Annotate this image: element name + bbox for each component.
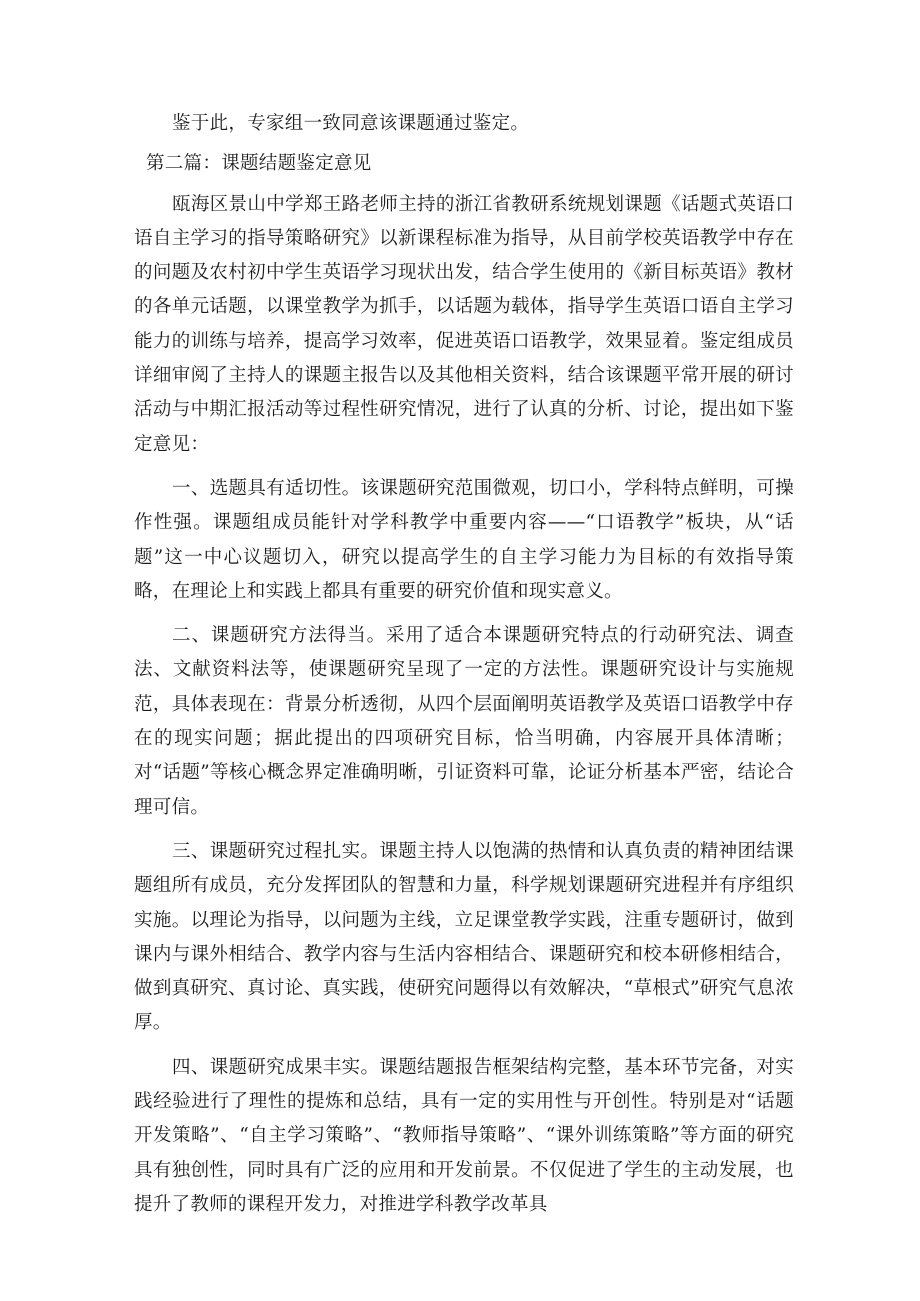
paragraph-point-4: 四、课题研究成果丰实。课题结题报告框架结构完整，基本环节完备，对实践经验进行了理性的提炼和总结，具有一定的实用性与开创性。特别是对“话题开发策略”、“自主学习策略”、“教师指导策略”、“课外训练策略”等方面的研究具有独创性，同时具有广泛的应用和开发前景。不仅促进了学生的主动发展，也提升了教师的课程开发力，对推进学科教学改革具 (134, 1056, 794, 1215)
paragraph-point-2: 二、课题研究方法得当。采用了适合本课题研究特点的行动研究法、调查法、文献资料法等，使课题研究呈现了一定的方法性。课题研究设计与实施规范，具体表现在：背景分析透彻，从四个层面阐明英语教学及英语口语教学中存在的现实问题；据此提出的四项研究目标，恰当明确，内容展开具体清晰；对“话题”等核心概念界定准确明晰，引证资料可靠，论证分析基本严密，结论合理可信。 (134, 625, 794, 818)
section-title: 第二篇：课题结题鉴定意见 (146, 153, 372, 175)
paragraph-point-1: 一、选题具有适切性。该课题研究范围微观，切口小，学科特点鲜明，可操作性强。课题组成员能针对学科教学中重要内容——“口语教学”板块，从“话题”这一中心议题切入，研究以提高学生的自主学习能力为目标的有效指导策略，在理论上和实践上都具有重要的研究价值和现实意义。 (134, 477, 794, 602)
paragraph-point-3: 三、课题研究过程扎实。课题主持人以饱满的热情和认真负责的精神团结课题组所有成员，充分发挥团队的智慧和力量，科学规划课题研究进程并有序组织实施。以理论为指导，以问题为主线，立足课堂教学实践，注重专题研讨，做到课内与课外相结合、教学内容与生活内容相结合、课题研究和校本研修相结合，做到真研究、真讨论、真实践，使研究问题得以有效解决，“草根式”研究气息浓厚。 (134, 840, 794, 1034)
document-body (134, 107, 794, 1222)
paragraph-intro: 瓯海区景山中学郑王路老师主持的浙江省教研系统规划课题《话题式英语口语自主学习的指导策略研究》以新课程标准为指导，从目前学校英语教学中存在的问题及农村初中学生英语学习现状出发，结合学生使用的《新目标英语》教材的各单元话题，以课堂教学为抓手，以话题为载体，指导学生英语口语自主学习能力的训练与培养，提高学习效率，促进英语口语教学，效果显着。鉴定组成员详细审阅了主持人的课题主报告以及其他相关资料，结合该课题平常开展的研讨活动与中期汇报活动等过程性研究情况，进行了认真的分析、讨论，提出如下鉴定意见： (134, 193, 794, 455)
opening-line: 鉴于此，专家组一致同意该课题通过鉴定。 (172, 113, 530, 134)
